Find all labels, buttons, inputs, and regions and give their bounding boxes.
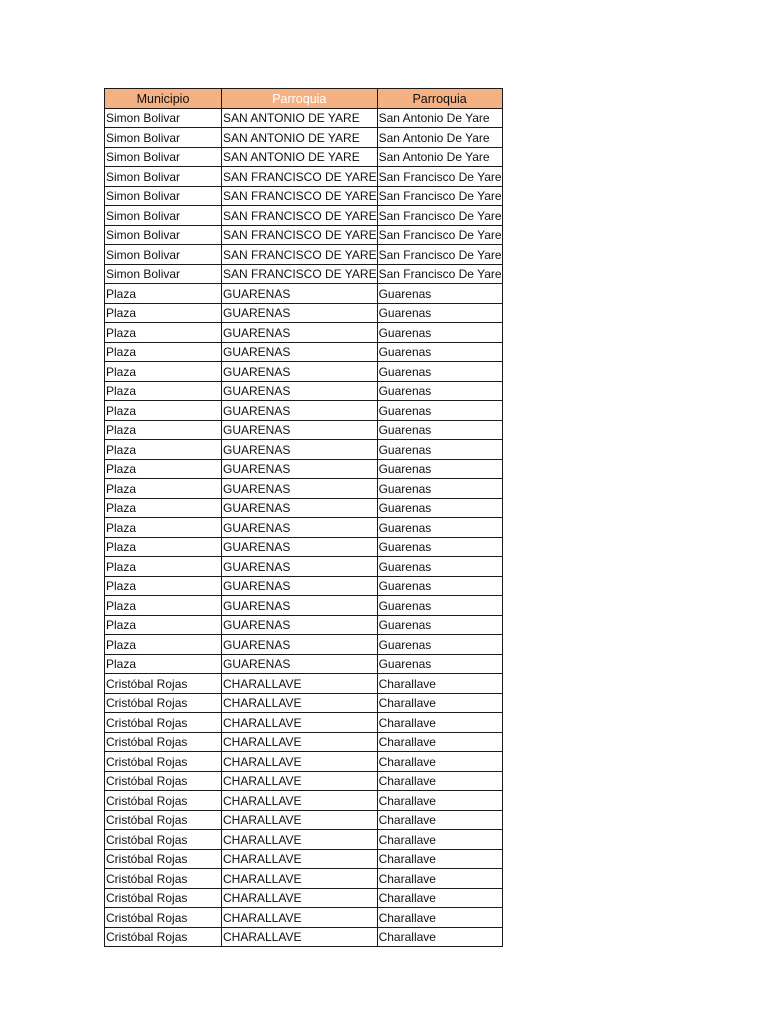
- cell-parroquia[interactable]: San Francisco De Yare: [377, 186, 502, 206]
- cell-parroquia-upper[interactable]: GUARENAS: [222, 381, 378, 401]
- cell-parroquia-upper[interactable]: CHARALLAVE: [222, 849, 378, 869]
- cell-parroquia-upper[interactable]: SAN FRANCISCO DE YARE: [222, 264, 378, 284]
- cell-parroquia-upper[interactable]: CHARALLAVE: [222, 810, 378, 830]
- cell-municipio[interactable]: Plaza: [105, 537, 222, 557]
- cell-municipio[interactable]: Cristóbal Rojas: [105, 849, 222, 869]
- table-row: [105, 713, 503, 733]
- cell-parroquia[interactable]: San Antonio De Yare: [377, 147, 502, 167]
- table-row: [105, 888, 503, 908]
- cell-municipio[interactable]: Cristóbal Rojas: [105, 791, 222, 811]
- table-row: [105, 557, 503, 577]
- cell-municipio[interactable]: Simon Bolivar: [105, 225, 222, 245]
- cell-parroquia[interactable]: Guarenas: [377, 615, 502, 635]
- cell-parroquia[interactable]: Guarenas: [377, 654, 502, 674]
- cell-parroquia-upper[interactable]: GUARENAS: [222, 420, 378, 440]
- table-row: [105, 830, 503, 850]
- cell-municipio[interactable]: Cristóbal Rojas: [105, 674, 222, 694]
- table-row: [105, 771, 503, 791]
- table-row: [105, 752, 503, 772]
- table-row: [105, 303, 503, 323]
- cell-municipio[interactable]: Cristóbal Rojas: [105, 888, 222, 908]
- table-row: [105, 576, 503, 596]
- cell-parroquia[interactable]: San Antonio De Yare: [377, 128, 502, 148]
- table-row: [105, 479, 503, 499]
- cell-parroquia-upper[interactable]: CHARALLAVE: [222, 771, 378, 791]
- cell-municipio[interactable]: Plaza: [105, 342, 222, 362]
- cell-municipio[interactable]: Plaza: [105, 420, 222, 440]
- cell-parroquia[interactable]: Guarenas: [377, 362, 502, 382]
- table-row: [105, 186, 503, 206]
- cell-parroquia[interactable]: San Antonio De Yare: [377, 108, 502, 128]
- cell-municipio[interactable]: Plaza: [105, 401, 222, 421]
- cell-parroquia-upper[interactable]: GUARENAS: [222, 323, 378, 343]
- cell-municipio[interactable]: Simon Bolivar: [105, 128, 222, 148]
- cell-parroquia[interactable]: Guarenas: [377, 479, 502, 499]
- cell-municipio[interactable]: Plaza: [105, 518, 222, 538]
- cell-parroquia[interactable]: Charallave: [377, 908, 502, 928]
- cell-parroquia-upper[interactable]: CHARALLAVE: [222, 888, 378, 908]
- cell-parroquia[interactable]: Guarenas: [377, 576, 502, 596]
- cell-parroquia[interactable]: Guarenas: [377, 537, 502, 557]
- table-row: [105, 869, 503, 889]
- cell-municipio[interactable]: Plaza: [105, 440, 222, 460]
- table-row: [105, 732, 503, 752]
- cell-municipio[interactable]: Simon Bolivar: [105, 206, 222, 226]
- table-row: [105, 791, 503, 811]
- cell-parroquia-upper[interactable]: CHARALLAVE: [222, 732, 378, 752]
- cell-parroquia[interactable]: Charallave: [377, 791, 502, 811]
- table-row: [105, 654, 503, 674]
- cell-parroquia-upper[interactable]: SAN FRANCISCO DE YARE: [222, 167, 378, 187]
- table-row: [105, 635, 503, 655]
- cell-parroquia[interactable]: San Francisco De Yare: [377, 206, 502, 226]
- cell-municipio[interactable]: Plaza: [105, 635, 222, 655]
- cell-parroquia-upper[interactable]: GUARENAS: [222, 615, 378, 635]
- cell-parroquia-upper[interactable]: SAN ANTONIO DE YARE: [222, 147, 378, 167]
- cell-parroquia-upper[interactable]: GUARENAS: [222, 557, 378, 577]
- table-row: [105, 693, 503, 713]
- header-parroquia-upper[interactable]: Parroquia: [222, 89, 378, 109]
- table-row: [105, 206, 503, 226]
- table-row: [105, 147, 503, 167]
- cell-parroquia-upper[interactable]: GUARENAS: [222, 635, 378, 655]
- cell-parroquia[interactable]: Charallave: [377, 888, 502, 908]
- table-row: [105, 167, 503, 187]
- table-row: [105, 108, 503, 128]
- cell-parroquia-upper[interactable]: GUARENAS: [222, 284, 378, 304]
- cell-parroquia[interactable]: Guarenas: [377, 323, 502, 343]
- cell-parroquia-upper[interactable]: GUARENAS: [222, 596, 378, 616]
- cell-parroquia-upper[interactable]: SAN ANTONIO DE YARE: [222, 128, 378, 148]
- table-row: [105, 849, 503, 869]
- cell-parroquia-upper[interactable]: GUARENAS: [222, 342, 378, 362]
- cell-parroquia-upper[interactable]: GUARENAS: [222, 498, 378, 518]
- cell-parroquia[interactable]: Charallave: [377, 771, 502, 791]
- cell-parroquia[interactable]: Guarenas: [377, 459, 502, 479]
- cell-parroquia[interactable]: Guarenas: [377, 303, 502, 323]
- cell-parroquia-upper[interactable]: SAN FRANCISCO DE YARE: [222, 245, 378, 265]
- cell-municipio[interactable]: Plaza: [105, 596, 222, 616]
- cell-parroquia-upper[interactable]: CHARALLAVE: [222, 830, 378, 850]
- table-row: [105, 401, 503, 421]
- cell-parroquia[interactable]: Charallave: [377, 927, 502, 947]
- cell-parroquia[interactable]: Guarenas: [377, 381, 502, 401]
- cell-parroquia-upper[interactable]: GUARENAS: [222, 362, 378, 382]
- table-row: [105, 498, 503, 518]
- table-row: [105, 615, 503, 635]
- cell-municipio[interactable]: Plaza: [105, 303, 222, 323]
- cell-parroquia[interactable]: Guarenas: [377, 498, 502, 518]
- table-row: [105, 245, 503, 265]
- cell-parroquia-upper[interactable]: CHARALLAVE: [222, 713, 378, 733]
- header-parroquia[interactable]: Parroquia: [377, 89, 502, 109]
- cell-parroquia-upper[interactable]: CHARALLAVE: [222, 869, 378, 889]
- table-row: [105, 810, 503, 830]
- cell-parroquia[interactable]: Charallave: [377, 674, 502, 694]
- cell-parroquia-upper[interactable]: GUARENAS: [222, 303, 378, 323]
- cell-parroquia-upper[interactable]: GUARENAS: [222, 518, 378, 538]
- cell-parroquia[interactable]: San Francisco De Yare: [377, 225, 502, 245]
- table-row: [105, 459, 503, 479]
- table-row: [105, 596, 503, 616]
- cell-municipio[interactable]: Cristóbal Rojas: [105, 869, 222, 889]
- cell-parroquia[interactable]: Guarenas: [377, 342, 502, 362]
- cell-municipio[interactable]: Simon Bolivar: [105, 108, 222, 128]
- cell-municipio[interactable]: Cristóbal Rojas: [105, 810, 222, 830]
- table-row: [105, 284, 503, 304]
- cell-municipio[interactable]: Plaza: [105, 498, 222, 518]
- table-row: [105, 674, 503, 694]
- cell-municipio[interactable]: Plaza: [105, 459, 222, 479]
- cell-parroquia[interactable]: Charallave: [377, 732, 502, 752]
- cell-municipio[interactable]: Cristóbal Rojas: [105, 771, 222, 791]
- cell-parroquia-upper[interactable]: CHARALLAVE: [222, 791, 378, 811]
- cell-parroquia[interactable]: Guarenas: [377, 420, 502, 440]
- cell-parroquia-upper[interactable]: GUARENAS: [222, 440, 378, 460]
- cell-municipio[interactable]: Cristóbal Rojas: [105, 732, 222, 752]
- cell-parroquia[interactable]: San Francisco De Yare: [377, 245, 502, 265]
- table-row: [105, 362, 503, 382]
- cell-parroquia[interactable]: San Francisco De Yare: [377, 167, 502, 187]
- cell-parroquia-upper[interactable]: GUARENAS: [222, 654, 378, 674]
- cell-parroquia-upper[interactable]: CHARALLAVE: [222, 693, 378, 713]
- table-row: [105, 342, 503, 362]
- cell-municipio[interactable]: Simon Bolivar: [105, 167, 222, 187]
- cell-parroquia[interactable]: Guarenas: [377, 596, 502, 616]
- data-table: [104, 88, 503, 947]
- cell-municipio[interactable]: Cristóbal Rojas: [105, 908, 222, 928]
- cell-municipio[interactable]: Plaza: [105, 284, 222, 304]
- cell-parroquia[interactable]: Charallave: [377, 713, 502, 733]
- cell-municipio[interactable]: Simon Bolivar: [105, 186, 222, 206]
- cell-municipio[interactable]: Simon Bolivar: [105, 245, 222, 265]
- header-row: [105, 89, 503, 109]
- cell-parroquia-upper[interactable]: CHARALLAVE: [222, 927, 378, 947]
- cell-parroquia[interactable]: Guarenas: [377, 284, 502, 304]
- table-row: [105, 420, 503, 440]
- table-row: [105, 908, 503, 928]
- table-row: [105, 537, 503, 557]
- table-row: [105, 323, 503, 343]
- cell-municipio[interactable]: Cristóbal Rojas: [105, 713, 222, 733]
- cell-municipio[interactable]: Plaza: [105, 654, 222, 674]
- cell-parroquia[interactable]: Guarenas: [377, 557, 502, 577]
- cell-parroquia[interactable]: Guarenas: [377, 518, 502, 538]
- table-row: [105, 518, 503, 538]
- cell-parroquia[interactable]: Guarenas: [377, 635, 502, 655]
- cell-municipio[interactable]: Simon Bolivar: [105, 264, 222, 284]
- cell-municipio[interactable]: Plaza: [105, 362, 222, 382]
- cell-parroquia-upper[interactable]: SAN FRANCISCO DE YARE: [222, 225, 378, 245]
- cell-municipio[interactable]: Plaza: [105, 615, 222, 635]
- table-row: [105, 225, 503, 245]
- cell-parroquia[interactable]: Guarenas: [377, 440, 502, 460]
- cell-parroquia-upper[interactable]: SAN FRANCISCO DE YARE: [222, 206, 378, 226]
- cell-parroquia[interactable]: Guarenas: [377, 401, 502, 421]
- cell-parroquia-upper[interactable]: GUARENAS: [222, 537, 378, 557]
- cell-parroquia-upper[interactable]: CHARALLAVE: [222, 674, 378, 694]
- cell-parroquia-upper[interactable]: GUARENAS: [222, 401, 378, 421]
- cell-parroquia-upper[interactable]: GUARENAS: [222, 459, 378, 479]
- cell-municipio[interactable]: Cristóbal Rojas: [105, 752, 222, 772]
- cell-municipio[interactable]: Plaza: [105, 576, 222, 596]
- cell-parroquia-upper[interactable]: GUARENAS: [222, 576, 378, 596]
- cell-municipio[interactable]: Cristóbal Rojas: [105, 693, 222, 713]
- cell-parroquia[interactable]: Charallave: [377, 869, 502, 889]
- cell-parroquia-upper[interactable]: SAN ANTONIO DE YARE: [222, 108, 378, 128]
- table-row: [105, 264, 503, 284]
- cell-municipio[interactable]: Plaza: [105, 323, 222, 343]
- header-municipio[interactable]: Municipio: [105, 89, 222, 109]
- cell-municipio[interactable]: Simon Bolivar: [105, 147, 222, 167]
- cell-parroquia[interactable]: San Francisco De Yare: [377, 264, 502, 284]
- cell-parroquia-upper[interactable]: SAN FRANCISCO DE YARE: [222, 186, 378, 206]
- cell-parroquia[interactable]: Charallave: [377, 810, 502, 830]
- cell-municipio[interactable]: Plaza: [105, 381, 222, 401]
- cell-municipio[interactable]: Cristóbal Rojas: [105, 830, 222, 850]
- cell-municipio[interactable]: Plaza: [105, 557, 222, 577]
- spreadsheet: [104, 88, 503, 947]
- table-row: [105, 381, 503, 401]
- cell-parroquia-upper[interactable]: GUARENAS: [222, 479, 378, 499]
- cell-parroquia[interactable]: Charallave: [377, 830, 502, 850]
- cell-parroquia[interactable]: Charallave: [377, 693, 502, 713]
- cell-parroquia-upper[interactable]: CHARALLAVE: [222, 908, 378, 928]
- cell-parroquia[interactable]: Charallave: [377, 849, 502, 869]
- table-row: [105, 927, 503, 947]
- cell-parroquia-upper[interactable]: CHARALLAVE: [222, 752, 378, 772]
- cell-parroquia[interactable]: Charallave: [377, 752, 502, 772]
- cell-municipio[interactable]: Plaza: [105, 479, 222, 499]
- table-row: [105, 128, 503, 148]
- cell-municipio[interactable]: Cristóbal Rojas: [105, 927, 222, 947]
- table-row: [105, 440, 503, 460]
